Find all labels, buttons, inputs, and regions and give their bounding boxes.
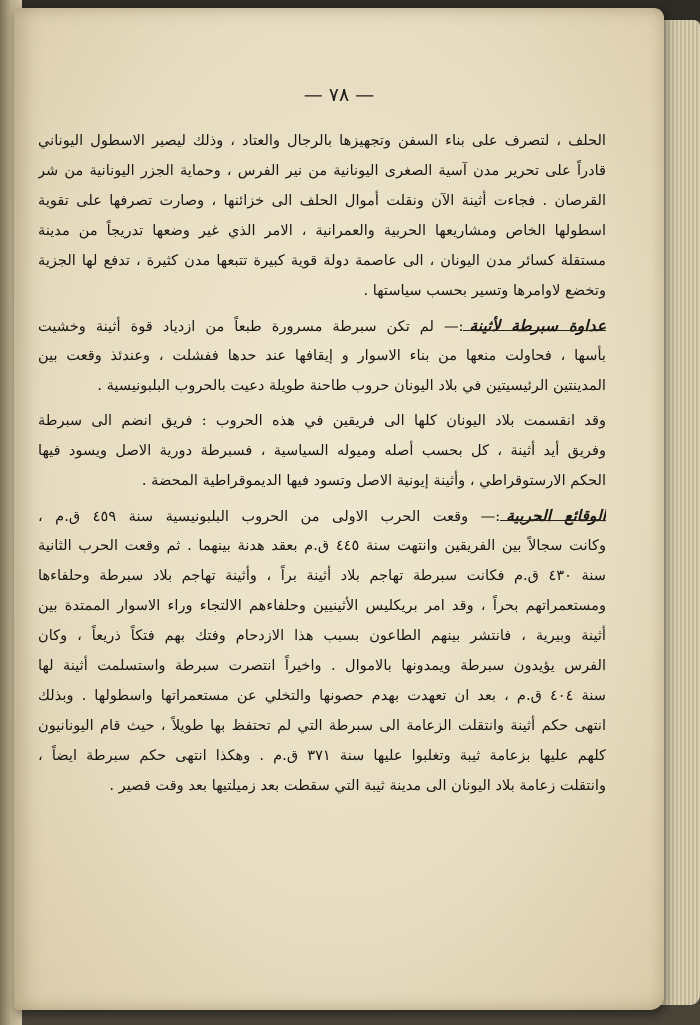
text-line: الحكم الارستوقراطي ، وأثينة إيونية الاصل وتسود فيها الديموقراطية المحضة .: [141, 472, 606, 489]
text-segment: :— لم تكن سبرطة مسرورة طبعاً من ازدياد قوة أثينة وخشيت: [38, 318, 464, 335]
section-heading-line: [38, 311, 606, 341]
page-text: [38, 126, 606, 801]
text-line: وفريق أيد أثينة ، كل بحسب أصله وميوله السياسية ، فسبرطة دورية الاصل ويسود فيها: [38, 442, 606, 459]
text-line: القرصان . فجاءت أثينة الآن ونقلت أموال الحلف الى خزائنها ، وصارت تصرفها على تقوية: [38, 192, 606, 209]
section-heading: عداوة سبرطة لأثينة: [469, 316, 606, 335]
text-line: وكانت سجالاً بين الفريقين وانتهت سنة ٤٤٥ ق.م بعقد هدنة بينهما . ثم وقعت الحرب الثانية: [38, 537, 606, 554]
text-segment: :— وقعت الحرب الاولى من الحروب البلبونيسية سنة ٤٥٩ ق.م ،: [38, 508, 501, 525]
text-line: مستقلة كسائر مدن اليونان ، الى عاصمة دولة قوية كبيرة تتبعها مدن كثيرة ، تدفع لها الجزية: [38, 252, 606, 269]
page-number: — ٧٨ —: [303, 84, 375, 106]
text-line: سنة ٤٣٠ ق.م فكانت سبرطة تهاجم بلاد أثينة براً ، وأثينة تهاجم بلاد سبرطة وحلفاءها: [38, 567, 606, 584]
text-line: وقد انقسمت بلاد اليونان كلها الى فريقين في هذه الحروب : فريق انضم الى سبرطة: [38, 412, 606, 429]
text-line: كلهم عليها بزعامة ثيبة وتغلبوا عليها سنة ٣٧١ ق.م . وهكذا انتهى حكم سبرطة ايضاً ،: [38, 747, 606, 764]
book-page: [14, 8, 664, 1010]
text-line: سنة ٤٠٤ ق.م ، بعد ان تعهدت بهدم حصونها والتخلي عن مستعمراتها واسطولها . وبذلك: [38, 687, 606, 704]
text-line: وانتقلت زعامة بلاد اليونان الى مدينة ثيبة التي سقطت بعد زميلتيها بعد وقت قصير .: [109, 777, 606, 794]
text-line: قادراً على تحرير مدن آسية الصغرى اليونانية من نير الفرس ، وحماية الجزر اليونانية من شر: [38, 162, 606, 179]
text-line: الفرس يؤيدون سبرطة ويمدونها بالاموال . واخيراً انتصرت سبرطة واستسلمت أثينة لها: [38, 657, 606, 674]
text-line: انتهى حكم أثينة وانتقلت الزعامة الى سبرطة التي لم تحتفظ بها طويلاً ، حيث قام اليونانيون: [38, 717, 606, 734]
text-line: أثينة وبيرية ، فانتشر بينهم الطاعون بسبب هذا الازدحام وفتك بهم فتكاً ذريعاً ، وكان: [38, 627, 606, 644]
text-line: بأسها ، فحاولت منعها من بناء الاسوار و إيقافها عند حدها ففشلت ، وعندئذ وقعت بين: [38, 347, 606, 364]
text-line: وتخضع لاوامرها وتسير بحسب سياستها .: [363, 282, 606, 299]
text-line: اسطولها الخاص ومشاريعها الحربية والعمرانية ، الامر الذي غير وضعها تدريجاً من مدينة: [38, 222, 606, 239]
section-heading: الوقائع الحربية: [506, 506, 606, 525]
page-stack-edges: [658, 20, 700, 1005]
section-heading-line: [38, 501, 606, 531]
text-line: المدينتين الرئيسيتين في بلاد اليونان حروب طاحنة طويلة دعيت بالحروب البلبونيسية .: [97, 377, 606, 394]
text-line: ومستعمراتهم بحراً ، وقد امر بريكليس الأثينيين وحلفاءهم الالتجاء وراء الاسوار الممتدة بين: [38, 597, 606, 614]
text-line: الحلف ، لتصرف على بناء السفن وتجهيزها بالرجال والعتاد ، وذلك ليصير الاسطول اليوناني: [38, 132, 606, 149]
